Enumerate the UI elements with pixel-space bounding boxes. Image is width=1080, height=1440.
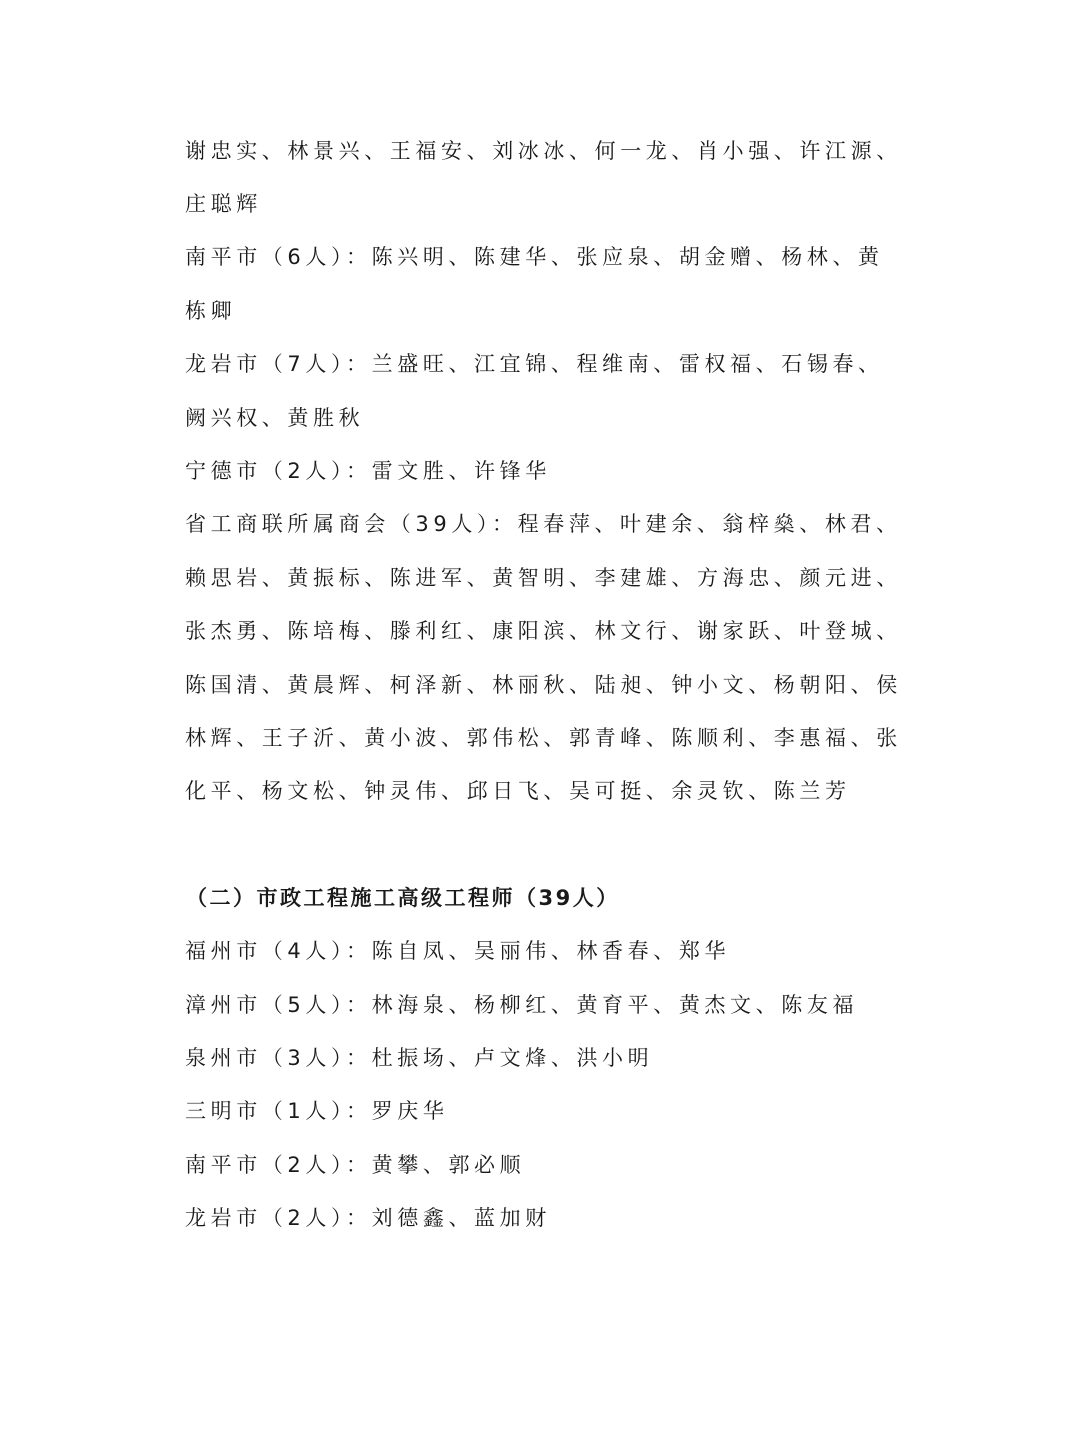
name-list-line: 庄聪辉 [185,192,262,216]
name-list-line: 泉州市（3人）：杜振场、卢文烽、洪小明 [185,1046,654,1070]
name-list-line: 栋卿 [185,299,237,323]
name-list-line: 林辉、王子沂、黄小波、郭伟松、郭青峰、陈顺利、李惠福、张 [185,726,902,750]
name-list-line: 赖思岩、黄振标、陈进军、黄智明、李建雄、方海忠、颜元进、 [185,566,902,590]
name-list-line: 南平市（6人）：陈兴明、陈建华、张应泉、胡金赠、杨林、黄 [185,245,884,269]
name-list-line: 宁德市（2人）：雷文胜、许锋华 [185,459,551,483]
name-list-line: 阙兴权、黄胜秋 [185,406,365,430]
name-list-line: 省工商联所属商会（39人）：程春萍、叶建余、翁梓燊、林君、 [185,512,902,536]
name-list-line: 漳州市（5人）：林海泉、杨柳红、黄育平、黄杰文、陈友福 [185,993,859,1017]
name-list-line: 三明市（1人）：罗庆华 [185,1099,449,1123]
name-list-line: 张杰勇、陈培梅、滕利红、康阳滨、林文行、谢家跃、叶登城、 [185,619,902,643]
name-list-line: 谢忠实、林景兴、王福安、刘冰冰、何一龙、肖小强、许江源、 [185,139,902,163]
name-list-line: 化平、杨文松、钟灵伟、邱日飞、吴可挺、余灵钦、陈兰芳 [185,779,851,803]
name-list-line: 陈国清、黄晨辉、柯泽新、林丽秋、陆昶、钟小文、杨朝阳、侯 [185,673,902,697]
section-heading: （二）市政工程施工高级工程师（39人） [186,886,620,910]
name-list-line: 南平市（2人）：黄攀、郭必顺 [185,1153,526,1177]
name-list-line: 龙岩市（7人）：兰盛旺、江宜锦、程维南、雷权福、石锡春、 [185,352,884,376]
name-list-line: 福州市（4人）：陈自凤、吴丽伟、林香春、郑华 [185,939,731,963]
name-list-line: 龙岩市（2人）：刘德鑫、蓝加财 [185,1206,551,1230]
